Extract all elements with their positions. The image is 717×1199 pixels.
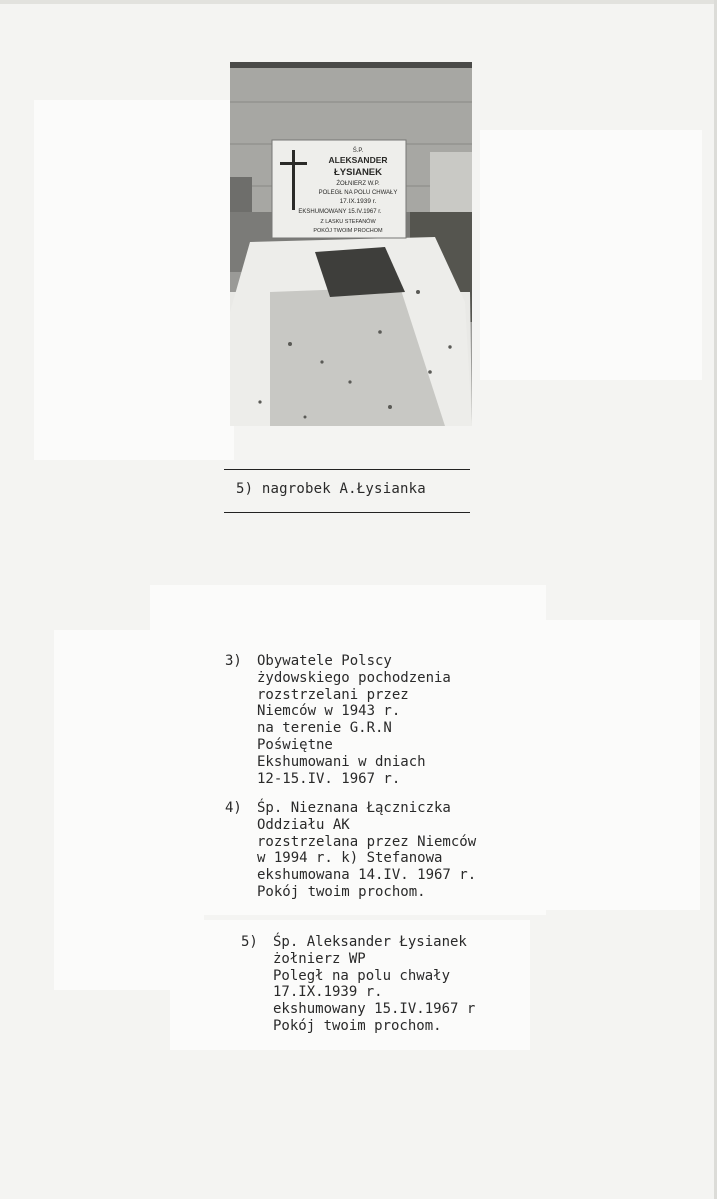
entry-3 <box>225 653 451 787</box>
entry-line: w 1994 r. k) Stefanowa <box>257 850 443 867</box>
entry-line: ekshumowana 14.IV. 1967 r. <box>257 867 477 884</box>
entry-text <box>257 653 451 787</box>
entry-line: Obywatele Polscy <box>257 653 392 669</box>
caption-rule-top <box>224 469 470 470</box>
paper-patch <box>530 620 700 910</box>
plaque-text: 17.IX.1939 r. <box>339 198 377 205</box>
entry-number: 4) <box>225 800 242 816</box>
plaque-text: ALEKSANDER <box>328 155 388 165</box>
entry-line: ekshumowany 15.IV.1967 r <box>273 1001 476 1018</box>
entry-line: Pokój twoim prochom. <box>257 883 426 900</box>
paper-patch <box>34 100 234 460</box>
plaque-text: EKSHUMOWANY 15.IV.1967 r. <box>298 209 382 215</box>
plaque-text: ŻOŁNIERZ W.P. <box>336 181 380 187</box>
plaque-text: POKÓJ TWOIM PROCHOM <box>313 228 383 234</box>
entry-line: żołnierz WP <box>273 950 366 967</box>
entry-number: 5) <box>241 934 258 950</box>
photo-caption: 5) nagrobek A.Łysianka <box>236 481 426 497</box>
plaque-text: ŁYSIANEK <box>333 167 383 178</box>
plaque-text: Ś.P. <box>352 148 364 154</box>
entry-line: rozstrzelana przez Niemców <box>257 833 477 850</box>
caption-rule-bottom <box>224 512 470 513</box>
entry-line: Poświętne <box>257 736 333 753</box>
paper-patch <box>480 130 702 380</box>
entry-text <box>273 934 475 1035</box>
plaque-text: Z LASKU STEFANÓW <box>320 219 376 225</box>
entry-line: Poległ na polu chwały <box>273 967 451 984</box>
entry-number: 3) <box>225 653 242 669</box>
entry-line: na terenie G.R.N <box>257 720 392 737</box>
entry-line: Ekshumowani w dniach <box>257 753 426 770</box>
entry-line: 12-15.IV. 1967 r. <box>257 770 401 787</box>
entry-line: 17.IX.1939 r. <box>273 984 383 1001</box>
page-edge-top <box>0 0 717 4</box>
entry-line: Pokój twoim prochom. <box>273 1017 442 1034</box>
entry-line: Niemców w 1943 r. <box>257 703 401 720</box>
entry-line: żydowskiego pochodzenia <box>257 669 451 686</box>
entry-5 <box>241 934 475 1035</box>
entry-line: rozstrzelani przez <box>257 686 409 703</box>
entry-line: Śp. Nieznana Łączniczka <box>257 800 451 816</box>
entry-text <box>257 800 476 901</box>
entry-line: Oddziału AK <box>257 816 350 833</box>
entry-4 <box>225 800 476 901</box>
tombstone-photo <box>230 62 472 426</box>
entry-line: Śp. Aleksander Łysianek <box>273 934 467 950</box>
plaque-text: POLEGŁ NA POLU CHWAŁY <box>318 190 398 196</box>
